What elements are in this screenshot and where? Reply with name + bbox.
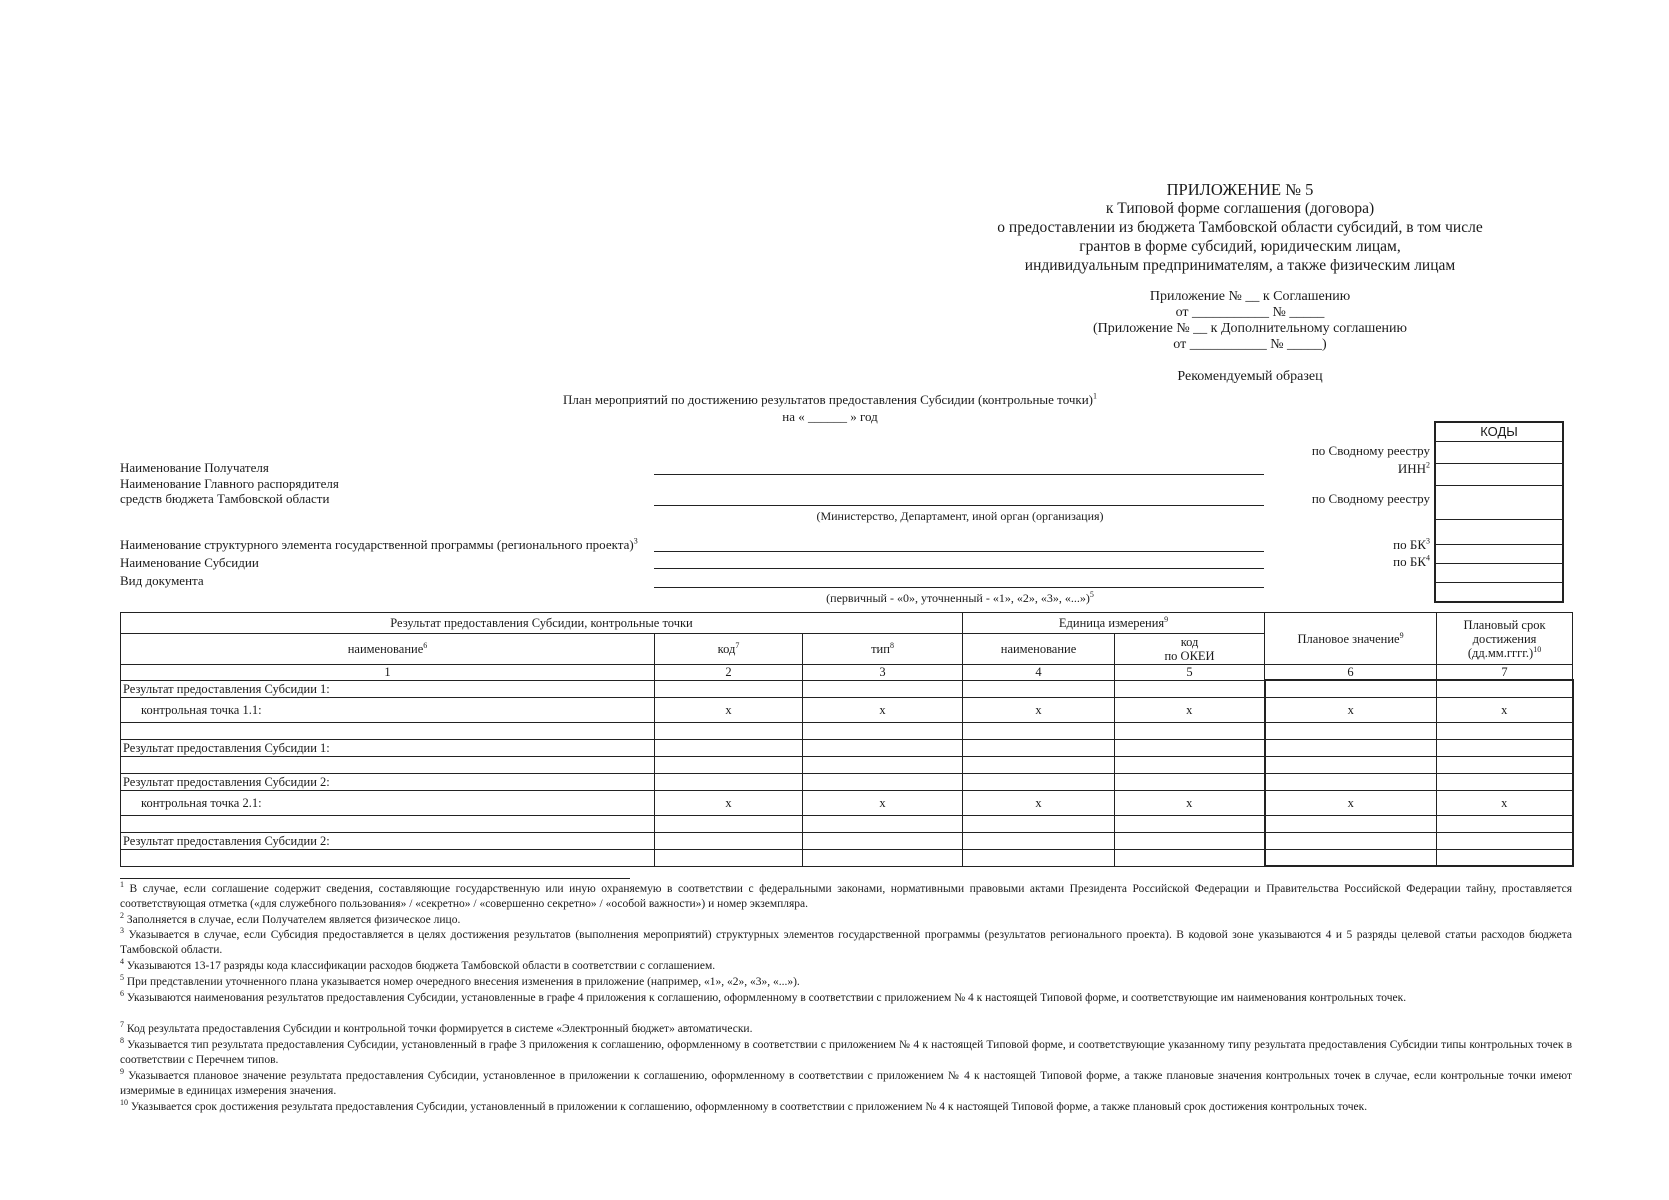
footnote-3-num: 3 bbox=[120, 926, 124, 936]
table-cell[interactable] bbox=[1437, 739, 1573, 756]
doc-type-caption bbox=[780, 591, 1140, 606]
col-okei-line-2: по ОКЕИ bbox=[1164, 649, 1215, 663]
agreement-line-3: (Приложение № __ к Дополнительному соглашению bbox=[1093, 321, 1407, 336]
table-cell[interactable] bbox=[1437, 849, 1573, 866]
table-cell[interactable] bbox=[803, 773, 963, 790]
plan-title-text: План мероприятий по достижению результатов предоставления Субсидии (контрольные точки) bbox=[563, 392, 1093, 407]
col-deadline-line-2: достижения bbox=[1472, 631, 1537, 646]
footnote-5 bbox=[120, 975, 1572, 990]
table-cell[interactable] bbox=[963, 773, 1115, 790]
col-num-4: 4 bbox=[963, 665, 1115, 681]
footnote-6-num: 6 bbox=[120, 989, 124, 999]
table-cell[interactable] bbox=[803, 739, 963, 756]
footnote-8 bbox=[120, 1038, 1572, 1068]
table-cell[interactable] bbox=[963, 849, 1115, 866]
col-num-7: 7 bbox=[1437, 665, 1573, 681]
col-type-text: тип bbox=[871, 642, 890, 656]
footnote-7-text: Код результата предоставления Субсидии и контрольной точки формируется в системе «Электронный бюджет» автоматически. bbox=[126, 1023, 753, 1035]
footnote-9-text: Указывается плановое значение результата предоставления Субсидии, установленное в приложении к соглашению, оформленному в соответствии с приложением № 4 к настоящей Типовой форме, а также плановые значения контрольных точек в случае, если контрольные точки имеют измеримые в единицах измерения значения. bbox=[120, 1070, 1573, 1097]
appendix-title: ПРИЛОЖЕНИЕ № 5 bbox=[1166, 180, 1314, 199]
row-checkpoint-2-1-label: контрольная точка 2.1: bbox=[121, 790, 655, 815]
table-row bbox=[121, 739, 1573, 756]
code-cell-inn[interactable] bbox=[1436, 464, 1562, 486]
table-cell[interactable] bbox=[1265, 849, 1437, 866]
table-cell[interactable] bbox=[963, 739, 1115, 756]
col-name-text: наименование bbox=[347, 642, 424, 656]
doc-type-caption-ref: 5 bbox=[1089, 590, 1094, 599]
field-recipient-line[interactable] bbox=[654, 474, 1264, 475]
code-cell-registry-2[interactable] bbox=[1436, 486, 1562, 520]
plan-table bbox=[120, 612, 1574, 867]
col-planned-text: Плановое значение bbox=[1297, 631, 1400, 646]
label-struct-element-ref: 3 bbox=[633, 536, 638, 546]
field-doctype-line[interactable] bbox=[654, 587, 1264, 588]
table-row bbox=[121, 697, 1573, 722]
table-cell[interactable] bbox=[963, 680, 1115, 697]
col-planned-ref: 9 bbox=[1399, 630, 1404, 640]
footnote-9 bbox=[120, 1069, 1572, 1099]
table-cell[interactable] bbox=[1437, 756, 1573, 773]
footnote-9-num: 9 bbox=[120, 1067, 124, 1077]
plan-title-footnote-ref: 1 bbox=[1093, 391, 1097, 401]
table-cell[interactable] bbox=[1265, 739, 1437, 756]
agreement-line-2: от ___________ № _____ bbox=[1175, 305, 1325, 320]
col-code bbox=[655, 634, 803, 665]
footnote-5-text: При представлении уточненного плана указывается номер очередного внесения изменения в приложение (например, «1», «2», «3», «...»). bbox=[126, 976, 800, 988]
col-num-1: 1 bbox=[121, 665, 655, 681]
label-bk-2-text: по БК bbox=[1393, 554, 1426, 569]
table-row bbox=[121, 832, 1573, 849]
code-cell-gap bbox=[1436, 520, 1562, 545]
table-cell[interactable] bbox=[121, 815, 655, 832]
table-row bbox=[121, 680, 1573, 697]
col-deadline-format: (дд.мм.гггг.) bbox=[1467, 645, 1534, 660]
table-cell[interactable] bbox=[1115, 680, 1265, 697]
codes-box bbox=[1434, 421, 1564, 603]
cell-x: x bbox=[963, 697, 1115, 722]
table-cell[interactable] bbox=[1115, 832, 1265, 849]
label-main-manager-2: средств бюджета Тамбовской области bbox=[120, 491, 330, 506]
col-deadline-line-1: Плановый срок bbox=[1463, 617, 1546, 632]
table-cell[interactable] bbox=[1115, 722, 1265, 739]
appendix-subtitle-1: к Типовой форме соглашения (договора) bbox=[1105, 200, 1375, 217]
table-cell[interactable] bbox=[803, 832, 963, 849]
label-bk-1 bbox=[1230, 537, 1430, 552]
table-cell[interactable] bbox=[1265, 832, 1437, 849]
footnote-6 bbox=[120, 991, 1572, 1006]
row-checkpoint-1-1-label: контрольная точка 1.1: bbox=[121, 697, 655, 722]
table-cell[interactable] bbox=[803, 756, 963, 773]
footnote-3-text: Указывается в случае, если Субсидия предоставляется в целях достижения результатов (выполнения мероприятий) структурных элементов государственной программы (результатов регионального проекта). В кодовой зоне указываются 4 и 5 разряды целевой статьи расходов бюджета Тамбовской области. bbox=[120, 929, 1572, 956]
appendix-subtitle-3: грантов в форме субсидий, юридическим лицам, bbox=[1079, 238, 1401, 255]
col-okei bbox=[1115, 634, 1265, 665]
label-inn-ref: 2 bbox=[1426, 460, 1430, 470]
col-group-unit-text: Единица измерения bbox=[1058, 616, 1165, 630]
plan-title bbox=[520, 392, 1140, 408]
col-group-unit-ref: 9 bbox=[1164, 614, 1169, 624]
footnote-1-text: В случае, если соглашение содержит сведения, составляющие государственную или иную охраняемую в соответствии с федеральными законами, нормативными правовыми актами Президента Российской Федерации и Правительства Российской Федерации тайну, проставляется соответствующая отметка («для служебного пользования» / «секретно» / «совершенно секретно» / «особой важности») и номер экземпляра. bbox=[120, 883, 1572, 910]
label-struct-element bbox=[120, 537, 638, 552]
table-cell[interactable] bbox=[803, 722, 963, 739]
table-cell[interactable] bbox=[121, 722, 655, 739]
label-subsidy-name: Наименование Субсидии bbox=[120, 555, 259, 570]
code-cell-bk-2[interactable] bbox=[1436, 564, 1562, 583]
label-registry-2: по Сводному реестру bbox=[1311, 491, 1430, 506]
label-inn-text: ИНН bbox=[1397, 461, 1426, 476]
table-row bbox=[121, 722, 1573, 739]
col-deadline-ref: 10 bbox=[1533, 644, 1542, 654]
footnote-10 bbox=[120, 1100, 1572, 1115]
footnote-10-num: 10 bbox=[120, 1098, 128, 1108]
table-cell[interactable] bbox=[1437, 680, 1573, 697]
col-type bbox=[803, 634, 963, 665]
label-recipient: Наименование Получателя bbox=[120, 460, 269, 475]
table-cell[interactable] bbox=[1265, 680, 1437, 697]
table-cell[interactable] bbox=[655, 832, 803, 849]
table-header-row-1 bbox=[121, 613, 1573, 634]
col-deadline bbox=[1437, 613, 1573, 665]
cell-x: x bbox=[803, 790, 963, 815]
table-cell[interactable] bbox=[963, 722, 1115, 739]
table-cell[interactable] bbox=[1265, 815, 1437, 832]
label-struct-element-text: Наименование структурного элемента государственной программы (регионального проекта) bbox=[120, 537, 634, 552]
table-row bbox=[121, 790, 1573, 815]
table-cell[interactable] bbox=[963, 815, 1115, 832]
cell-x: x bbox=[1115, 790, 1265, 815]
agreement-line-4: от ___________ № _____) bbox=[1173, 337, 1327, 352]
footnote-8-text: Указывается тип результата предоставления Субсидии, установленный в графе 3 приложения к соглашению, оформленному в соответствии с приложением № 4 к настоящей Типовой форме, и соответствующие указанному типу результата предоставления Субсидии типы контрольных точек в соответствии с Перечнем типов. bbox=[120, 1039, 1573, 1066]
col-planned-value bbox=[1265, 613, 1437, 665]
footnote-8-num: 8 bbox=[120, 1036, 124, 1046]
row-result-1b-label: Результат предоставления Субсидии 1: bbox=[121, 739, 655, 756]
code-cell-registry[interactable] bbox=[1436, 442, 1562, 464]
table-cell[interactable] bbox=[1265, 756, 1437, 773]
cell-x: x bbox=[655, 790, 803, 815]
codes-header: КОДЫ bbox=[1436, 423, 1562, 442]
table-cell[interactable] bbox=[1437, 815, 1573, 832]
table-cell[interactable] bbox=[1115, 849, 1265, 866]
col-type-ref: 8 bbox=[889, 640, 894, 650]
table-number-row bbox=[121, 665, 1573, 681]
cell-x: x bbox=[1437, 697, 1573, 722]
col-name-ref: 6 bbox=[423, 640, 428, 650]
cell-x: x bbox=[1265, 697, 1437, 722]
table-cell[interactable] bbox=[1437, 722, 1573, 739]
footnote-7 bbox=[120, 1022, 1572, 1037]
footnote-2 bbox=[120, 913, 1572, 928]
table-cell[interactable] bbox=[1265, 722, 1437, 739]
recommended-sample: Рекомендуемый образец bbox=[1177, 369, 1323, 384]
footnote-2-num: 2 bbox=[120, 911, 124, 921]
table-cell[interactable] bbox=[121, 756, 655, 773]
doc-type-caption-text: (первичный - «0», уточненный - «1», «2», «3», «...») bbox=[826, 591, 1090, 605]
footnote-4 bbox=[120, 959, 1572, 974]
label-bk-2 bbox=[1230, 554, 1430, 569]
table-cell[interactable] bbox=[655, 739, 803, 756]
table-cell[interactable] bbox=[803, 680, 963, 697]
table-cell[interactable] bbox=[655, 849, 803, 866]
table-cell[interactable] bbox=[1115, 739, 1265, 756]
col-code-ref: 7 bbox=[735, 640, 740, 650]
table-cell[interactable] bbox=[1437, 832, 1573, 849]
footnote-10-text: Указывается срок достижения результата предоставления Субсидии, установленный в приложении к соглашению, оформленному в соответствии с приложением № 4 к настоящей Типовой форме, а также плановый срок достижения контрольных точек. bbox=[130, 1101, 1368, 1113]
appendix-subtitle-2: о предоставлении из бюджета Тамбовской области субсидий, в том числе bbox=[997, 219, 1483, 236]
col-num-2: 2 bbox=[655, 665, 803, 681]
label-bk-1-ref: 3 bbox=[1426, 536, 1430, 546]
col-unit-name: наименование bbox=[963, 634, 1115, 665]
table-row bbox=[121, 773, 1573, 790]
footnote-5-num: 5 bbox=[120, 973, 124, 983]
footnote-rule bbox=[120, 878, 630, 879]
table-cell[interactable] bbox=[1115, 773, 1265, 790]
table-cell[interactable] bbox=[655, 815, 803, 832]
table-row bbox=[121, 756, 1573, 773]
footnote-3 bbox=[120, 928, 1572, 958]
footnote-1 bbox=[120, 882, 1572, 912]
footnote-6-text: Указываются наименования результатов предоставления Субсидии, установленные в графе 4 приложения к соглашению, оформленному в соответствии с приложением № 4 к настоящей Типовой форме, и соответствующие им наименования контрольных точек. bbox=[126, 992, 1407, 1004]
field-manager-line[interactable] bbox=[654, 505, 1264, 506]
table-cell[interactable] bbox=[1115, 756, 1265, 773]
row-result-1-label: Результат предоставления Субсидии 1: bbox=[121, 680, 655, 697]
label-bk-2-ref: 4 bbox=[1426, 553, 1430, 563]
footnote-4-num: 4 bbox=[120, 957, 124, 967]
appendix-subtitle-4: индивидуальным предпринимателям, а также физическим лицам bbox=[1024, 257, 1456, 274]
col-num-3: 3 bbox=[803, 665, 963, 681]
code-cell-doc[interactable] bbox=[1436, 583, 1562, 601]
row-result-2b-label: Результат предоставления Субсидии 2: bbox=[121, 832, 655, 849]
agreement-line-1: Приложение № __ к Соглашению bbox=[1149, 289, 1351, 304]
field-struct-line[interactable] bbox=[654, 551, 1264, 552]
table-cell[interactable] bbox=[1115, 815, 1265, 832]
col-okei-line-1: код bbox=[1180, 635, 1199, 649]
row-result-2-label: Результат предоставления Субсидии 2: bbox=[121, 773, 655, 790]
col-code-text: код bbox=[717, 642, 736, 656]
field-subsidy-line[interactable] bbox=[654, 568, 1264, 569]
label-registry-1: по Сводному реестру bbox=[1311, 443, 1430, 458]
plan-year-line: на « ______ » год bbox=[782, 409, 878, 424]
col-group-unit bbox=[963, 613, 1265, 634]
footnote-1-num: 1 bbox=[120, 880, 124, 890]
footnote-7-num: 7 bbox=[120, 1020, 124, 1030]
table-cell[interactable] bbox=[655, 680, 803, 697]
table-cell[interactable] bbox=[803, 815, 963, 832]
table-cell[interactable] bbox=[963, 832, 1115, 849]
table-row bbox=[121, 849, 1573, 866]
table-cell[interactable] bbox=[655, 722, 803, 739]
cell-x: x bbox=[1115, 697, 1265, 722]
col-num-5: 5 bbox=[1115, 665, 1265, 681]
ministry-caption: (Министерство, Департамент, иной орган (организация) bbox=[816, 509, 1104, 523]
footnote-2-text: Заполняется в случае, если Получателем является физическое лицо. bbox=[126, 914, 461, 926]
col-deadline-line-3 bbox=[1439, 646, 1570, 660]
col-name bbox=[121, 634, 655, 665]
table-row bbox=[121, 815, 1573, 832]
col-group-result: Результат предоставления Субсидии, контрольные точки bbox=[121, 613, 963, 634]
table-cell[interactable] bbox=[121, 849, 655, 866]
cell-x: x bbox=[1265, 790, 1437, 815]
cell-x: x bbox=[655, 697, 803, 722]
footnote-4-text: Указываются 13-17 разряды кода классификации расходов бюджета Тамбовской области в соответствии с соглашением. bbox=[126, 960, 716, 972]
label-main-manager-1: Наименование Главного распорядителя bbox=[120, 476, 339, 491]
cell-x: x bbox=[1437, 790, 1573, 815]
label-doc-type: Вид документа bbox=[120, 573, 204, 588]
table-cell[interactable] bbox=[655, 756, 803, 773]
table-cell[interactable] bbox=[1265, 773, 1437, 790]
table-cell[interactable] bbox=[1437, 773, 1573, 790]
col-num-6: 6 bbox=[1265, 665, 1437, 681]
label-bk-1-text: по БК bbox=[1393, 537, 1426, 552]
cell-x: x bbox=[803, 697, 963, 722]
code-cell-bk-1[interactable] bbox=[1436, 545, 1562, 564]
table-cell[interactable] bbox=[963, 756, 1115, 773]
table-cell[interactable] bbox=[655, 773, 803, 790]
cell-x: x bbox=[963, 790, 1115, 815]
table-cell[interactable] bbox=[803, 849, 963, 866]
